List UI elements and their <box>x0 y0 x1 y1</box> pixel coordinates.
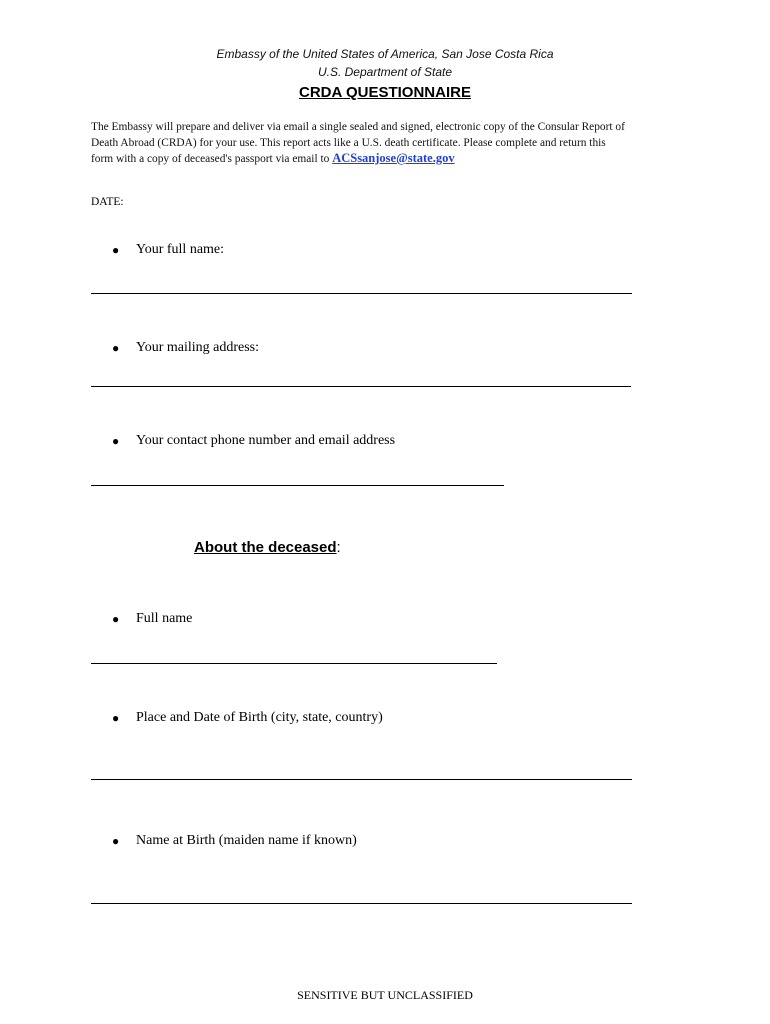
list-item-label: Your mailing address: <box>136 340 260 355</box>
intro-line-2: Death Abroad (CRDA) for your use. This report acts like a U.S. death certificate. Please complete and return this <box>91 136 606 149</box>
birth-place-date-field[interactable] <box>91 779 632 780</box>
list-item-birth-name <box>112 833 357 849</box>
birth-name-field[interactable] <box>91 903 632 904</box>
list-item-mailing-address <box>112 340 259 356</box>
list-item-label: Full name <box>136 611 193 626</box>
contact-field[interactable] <box>91 485 504 486</box>
list-item-deceased-full-name <box>112 611 192 627</box>
embassy-header: Embassy of the United States of America, San Jose Costa Rica <box>216 47 554 61</box>
deceased-full-name-field[interactable] <box>91 663 497 664</box>
list-item-label: Place and Date of Birth (city, state, country) <box>136 710 383 725</box>
intro-line-1: The Embassy will prepare and deliver via email a single sealed and signed, electronic copy of the Consular Report of <box>91 121 625 133</box>
full-name-field[interactable] <box>91 293 632 294</box>
list-item-label: Your full name: <box>136 242 225 257</box>
email-link[interactable]: ACSsanjose@state.gov <box>332 151 455 165</box>
intro-paragraph <box>91 120 691 168</box>
deceased-heading-text: About the deceased <box>194 539 337 556</box>
deceased-heading-colon: : <box>336 539 341 556</box>
list-item-label: Your contact phone number and email address <box>136 433 396 448</box>
bullet-icon: ● <box>112 833 120 848</box>
classification-footer: SENSITIVE BUT UNCLASSIFIED <box>297 988 473 1002</box>
bullet-icon: ● <box>112 340 120 355</box>
bullet-icon: ● <box>112 433 120 448</box>
date-label: DATE: <box>91 196 124 208</box>
bullet-icon: ● <box>112 242 120 257</box>
intro-line-3-text: form with a copy of deceased's passport via email to <box>91 153 333 165</box>
deceased-section-heading <box>194 539 341 556</box>
list-item-label: Name at Birth (maiden name if known) <box>136 833 357 848</box>
bullet-icon: ● <box>112 611 120 626</box>
list-item-birth-place-date <box>112 710 383 726</box>
bullet-icon: ● <box>112 710 120 725</box>
department-header: U.S. Department of State <box>317 65 453 79</box>
document-title: CRDA QUESTIONNAIRE <box>299 84 471 101</box>
list-item-full-name <box>112 242 224 258</box>
intro-line-3 <box>91 151 691 168</box>
list-item-contact <box>112 433 395 449</box>
mailing-address-field[interactable] <box>91 386 631 387</box>
